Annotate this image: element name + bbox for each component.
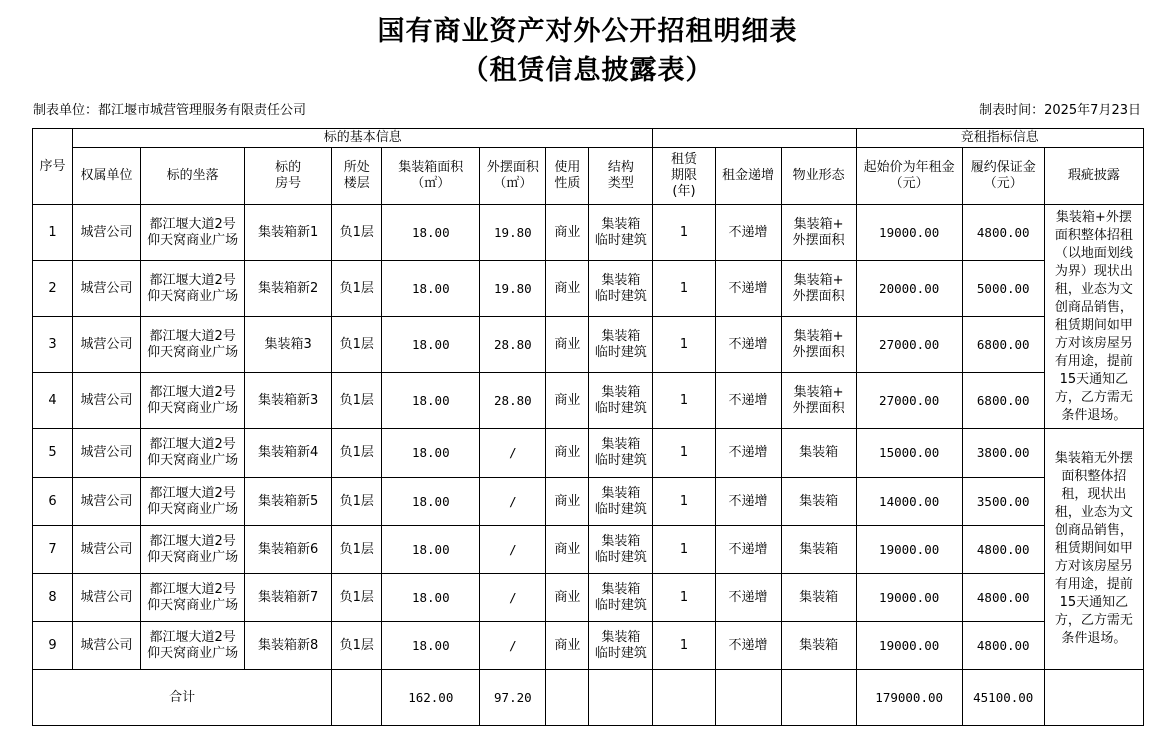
cell-outdoor-area: 28.80 bbox=[480, 373, 546, 429]
cell-usage: 商业 bbox=[546, 622, 589, 670]
cell-container-area: 18.00 bbox=[382, 373, 480, 429]
header-room: 标的 房号 bbox=[245, 148, 332, 205]
totals-defects bbox=[1044, 670, 1143, 726]
cell-deposit: 4800.00 bbox=[962, 526, 1044, 574]
cell-increase: 不递增 bbox=[715, 622, 781, 670]
cell-seq: 1 bbox=[33, 205, 73, 261]
cell-usage: 商业 bbox=[546, 317, 589, 373]
cell-seq: 8 bbox=[33, 574, 73, 622]
cell-room: 集装箱新2 bbox=[245, 261, 332, 317]
cell-room: 集装箱新8 bbox=[245, 622, 332, 670]
cell-start-price: 19000.00 bbox=[856, 205, 962, 261]
issuing-unit: 制表单位：都江堰市城营管理服务有限责任公司 bbox=[33, 103, 307, 118]
defect-note-with-outdoor: 集装箱+外摆 面积整体招租 （以地面划线 为界）现状出 租，业态为文 创商品销售， 租赁期间如甲 方对该房屋另 有用途，提前 15天通知乙 方，乙方需无 条件退场。 bbox=[1044, 205, 1143, 429]
cell-deposit: 6800.00 bbox=[962, 373, 1044, 429]
cell-term: 1 bbox=[653, 574, 715, 622]
cell-room: 集装箱3 bbox=[245, 317, 332, 373]
cell-start-price: 27000.00 bbox=[856, 373, 962, 429]
cell-outdoor-area: / bbox=[480, 526, 546, 574]
cell-form: 集装箱 bbox=[781, 429, 856, 478]
totals-usage bbox=[546, 670, 589, 726]
cell-structure: 集装箱 临时建筑 bbox=[589, 478, 653, 526]
cell-floor: 负1层 bbox=[332, 429, 382, 478]
cell-term: 1 bbox=[653, 261, 715, 317]
header-term: 租赁 期限 (年) bbox=[653, 148, 715, 205]
cell-seq: 3 bbox=[33, 317, 73, 373]
cell-seq: 6 bbox=[33, 478, 73, 526]
cell-floor: 负1层 bbox=[332, 373, 382, 429]
header-group-basic: 标的基本信息 bbox=[73, 129, 653, 148]
cell-location: 都江堰大道2号 仰天窝商业广场 bbox=[141, 526, 245, 574]
cell-term: 1 bbox=[653, 526, 715, 574]
cell-usage: 商业 bbox=[546, 261, 589, 317]
cell-increase: 不递增 bbox=[715, 574, 781, 622]
header-group-blank bbox=[653, 129, 856, 148]
cell-usage: 商业 bbox=[546, 478, 589, 526]
totals-outdoor-area: 97.20 bbox=[480, 670, 546, 726]
cell-start-price: 19000.00 bbox=[856, 526, 962, 574]
cell-floor: 负1层 bbox=[332, 526, 382, 574]
cell-location: 都江堰大道2号 仰天窝商业广场 bbox=[141, 317, 245, 373]
cell-location: 都江堰大道2号 仰天窝商业广场 bbox=[141, 373, 245, 429]
cell-deposit: 5000.00 bbox=[962, 261, 1044, 317]
cell-room: 集装箱新1 bbox=[245, 205, 332, 261]
cell-seq: 5 bbox=[33, 429, 73, 478]
cell-seq: 2 bbox=[33, 261, 73, 317]
cell-start-price: 27000.00 bbox=[856, 317, 962, 373]
header-outdoor-area: 外摆面积 （㎡） bbox=[480, 148, 546, 205]
table-row bbox=[33, 317, 1144, 373]
cell-start-price: 19000.00 bbox=[856, 574, 962, 622]
cell-increase: 不递增 bbox=[715, 205, 781, 261]
cell-seq: 9 bbox=[33, 622, 73, 670]
cell-start-price: 14000.00 bbox=[856, 478, 962, 526]
cell-outdoor-area: / bbox=[480, 429, 546, 478]
cell-outdoor-area: / bbox=[480, 622, 546, 670]
header-increase: 租金递增 bbox=[715, 148, 781, 205]
cell-container-area: 18.00 bbox=[382, 478, 480, 526]
cell-form: 集装箱+ 外摆面积 bbox=[781, 205, 856, 261]
cell-container-area: 18.00 bbox=[382, 622, 480, 670]
cell-owner: 城营公司 bbox=[73, 205, 141, 261]
table-row bbox=[33, 574, 1144, 622]
cell-usage: 商业 bbox=[546, 205, 589, 261]
group-header-row bbox=[33, 129, 1144, 148]
cell-owner: 城营公司 bbox=[73, 478, 141, 526]
cell-room: 集装箱新7 bbox=[245, 574, 332, 622]
header-owner: 权属单位 bbox=[73, 148, 141, 205]
cell-owner: 城营公司 bbox=[73, 526, 141, 574]
cell-container-area: 18.00 bbox=[382, 574, 480, 622]
cell-form: 集装箱+ 外摆面积 bbox=[781, 317, 856, 373]
table-row bbox=[33, 622, 1144, 670]
page-subtitle: （租赁信息披露表） bbox=[461, 55, 714, 86]
cell-seq: 7 bbox=[33, 526, 73, 574]
cell-term: 1 bbox=[653, 429, 715, 478]
cell-structure: 集装箱 临时建筑 bbox=[589, 373, 653, 429]
cell-floor: 负1层 bbox=[332, 205, 382, 261]
cell-deposit: 6800.00 bbox=[962, 317, 1044, 373]
cell-deposit: 3500.00 bbox=[962, 478, 1044, 526]
cell-start-price: 19000.00 bbox=[856, 622, 962, 670]
table-row bbox=[33, 526, 1144, 574]
cell-owner: 城营公司 bbox=[73, 373, 141, 429]
header-usage: 使用 性质 bbox=[546, 148, 589, 205]
cell-owner: 城营公司 bbox=[73, 261, 141, 317]
table-row bbox=[33, 429, 1144, 478]
cell-location: 都江堰大道2号 仰天窝商业广场 bbox=[141, 574, 245, 622]
header-structure: 结构 类型 bbox=[589, 148, 653, 205]
cell-increase: 不递增 bbox=[715, 478, 781, 526]
cell-form: 集装箱 bbox=[781, 478, 856, 526]
cell-owner: 城营公司 bbox=[73, 317, 141, 373]
cell-owner: 城营公司 bbox=[73, 622, 141, 670]
cell-term: 1 bbox=[653, 622, 715, 670]
cell-term: 1 bbox=[653, 478, 715, 526]
cell-location: 都江堰大道2号 仰天窝商业广场 bbox=[141, 429, 245, 478]
totals-increase bbox=[715, 670, 781, 726]
header-seq: 序号 bbox=[33, 129, 73, 205]
table-row bbox=[33, 261, 1144, 317]
header-deposit: 履约保证金 （元） bbox=[962, 148, 1044, 205]
defect-note-container-only: 集装箱无外摆 面积整体招 租，现状出 租，业态为文 创商品销售， 租赁期间如甲 方对该房屋另 有用途，提前 15天通知乙 方，乙方需无 条件退场。 bbox=[1044, 429, 1143, 670]
cell-deposit: 4800.00 bbox=[962, 574, 1044, 622]
cell-structure: 集装箱 临时建筑 bbox=[589, 429, 653, 478]
totals-start-price: 179000.00 bbox=[856, 670, 962, 726]
header-group-bid: 竞租指标信息 bbox=[856, 129, 1143, 148]
header-defects: 瑕疵披露 bbox=[1044, 148, 1143, 205]
cell-seq: 4 bbox=[33, 373, 73, 429]
cell-owner: 城营公司 bbox=[73, 429, 141, 478]
header-form: 物业形态 bbox=[781, 148, 856, 205]
totals-structure bbox=[589, 670, 653, 726]
cell-container-area: 18.00 bbox=[382, 261, 480, 317]
cell-structure: 集装箱 临时建筑 bbox=[589, 574, 653, 622]
cell-increase: 不递增 bbox=[715, 317, 781, 373]
cell-room: 集装箱新3 bbox=[245, 373, 332, 429]
cell-deposit: 4800.00 bbox=[962, 622, 1044, 670]
totals-form bbox=[781, 670, 856, 726]
cell-form: 集装箱 bbox=[781, 622, 856, 670]
cell-structure: 集装箱 临时建筑 bbox=[589, 317, 653, 373]
rental-table bbox=[32, 128, 1144, 726]
header-floor: 所处 楼层 bbox=[332, 148, 382, 205]
cell-increase: 不递增 bbox=[715, 526, 781, 574]
cell-term: 1 bbox=[653, 317, 715, 373]
table-row bbox=[33, 205, 1144, 261]
cell-outdoor-area: / bbox=[480, 478, 546, 526]
totals-container-area: 162.00 bbox=[382, 670, 480, 726]
table-row bbox=[33, 373, 1144, 429]
totals-floor bbox=[332, 670, 382, 726]
cell-usage: 商业 bbox=[546, 574, 589, 622]
cell-usage: 商业 bbox=[546, 373, 589, 429]
cell-floor: 负1层 bbox=[332, 317, 382, 373]
cell-form: 集装箱+ 外摆面积 bbox=[781, 373, 856, 429]
cell-container-area: 18.00 bbox=[382, 317, 480, 373]
page-title: 国有商业资产对外公开招租明细表 bbox=[377, 16, 798, 47]
header-container-area: 集装箱面积 （㎡） bbox=[382, 148, 480, 205]
totals-term bbox=[653, 670, 715, 726]
column-header-row bbox=[33, 148, 1144, 205]
cell-start-price: 20000.00 bbox=[856, 261, 962, 317]
cell-floor: 负1层 bbox=[332, 478, 382, 526]
cell-structure: 集装箱 临时建筑 bbox=[589, 526, 653, 574]
cell-container-area: 18.00 bbox=[382, 526, 480, 574]
cell-room: 集装箱新6 bbox=[245, 526, 332, 574]
header-location: 标的坐落 bbox=[141, 148, 245, 205]
cell-outdoor-area: / bbox=[480, 574, 546, 622]
cell-term: 1 bbox=[653, 205, 715, 261]
cell-increase: 不递增 bbox=[715, 261, 781, 317]
cell-deposit: 3800.00 bbox=[962, 429, 1044, 478]
issue-date: 制表时间：2025年7月23日 bbox=[979, 103, 1141, 118]
cell-room: 集装箱新5 bbox=[245, 478, 332, 526]
cell-form: 集装箱 bbox=[781, 526, 856, 574]
cell-form: 集装箱+ 外摆面积 bbox=[781, 261, 856, 317]
cell-structure: 集装箱 临时建筑 bbox=[589, 205, 653, 261]
cell-structure: 集装箱 临时建筑 bbox=[589, 261, 653, 317]
cell-form: 集装箱 bbox=[781, 574, 856, 622]
cell-increase: 不递增 bbox=[715, 373, 781, 429]
header-start-price: 起始价为年租金 （元） bbox=[856, 148, 962, 205]
cell-outdoor-area: 19.80 bbox=[480, 261, 546, 317]
cell-start-price: 15000.00 bbox=[856, 429, 962, 478]
cell-floor: 负1层 bbox=[332, 261, 382, 317]
totals-label: 合计 bbox=[33, 670, 332, 726]
cell-deposit: 4800.00 bbox=[962, 205, 1044, 261]
cell-floor: 负1层 bbox=[332, 574, 382, 622]
cell-location: 都江堰大道2号 仰天窝商业广场 bbox=[141, 261, 245, 317]
cell-term: 1 bbox=[653, 373, 715, 429]
cell-location: 都江堰大道2号 仰天窝商业广场 bbox=[141, 205, 245, 261]
cell-usage: 商业 bbox=[546, 526, 589, 574]
totals-deposit: 45100.00 bbox=[962, 670, 1044, 726]
cell-usage: 商业 bbox=[546, 429, 589, 478]
cell-owner: 城营公司 bbox=[73, 574, 141, 622]
cell-location: 都江堰大道2号 仰天窝商业广场 bbox=[141, 478, 245, 526]
cell-outdoor-area: 19.80 bbox=[480, 205, 546, 261]
cell-floor: 负1层 bbox=[332, 622, 382, 670]
cell-outdoor-area: 28.80 bbox=[480, 317, 546, 373]
table-row bbox=[33, 478, 1144, 526]
cell-room: 集装箱新4 bbox=[245, 429, 332, 478]
cell-container-area: 18.00 bbox=[382, 429, 480, 478]
cell-structure: 集装箱 临时建筑 bbox=[589, 622, 653, 670]
totals-row bbox=[33, 670, 1144, 726]
cell-increase: 不递增 bbox=[715, 429, 781, 478]
cell-container-area: 18.00 bbox=[382, 205, 480, 261]
cell-location: 都江堰大道2号 仰天窝商业广场 bbox=[141, 622, 245, 670]
